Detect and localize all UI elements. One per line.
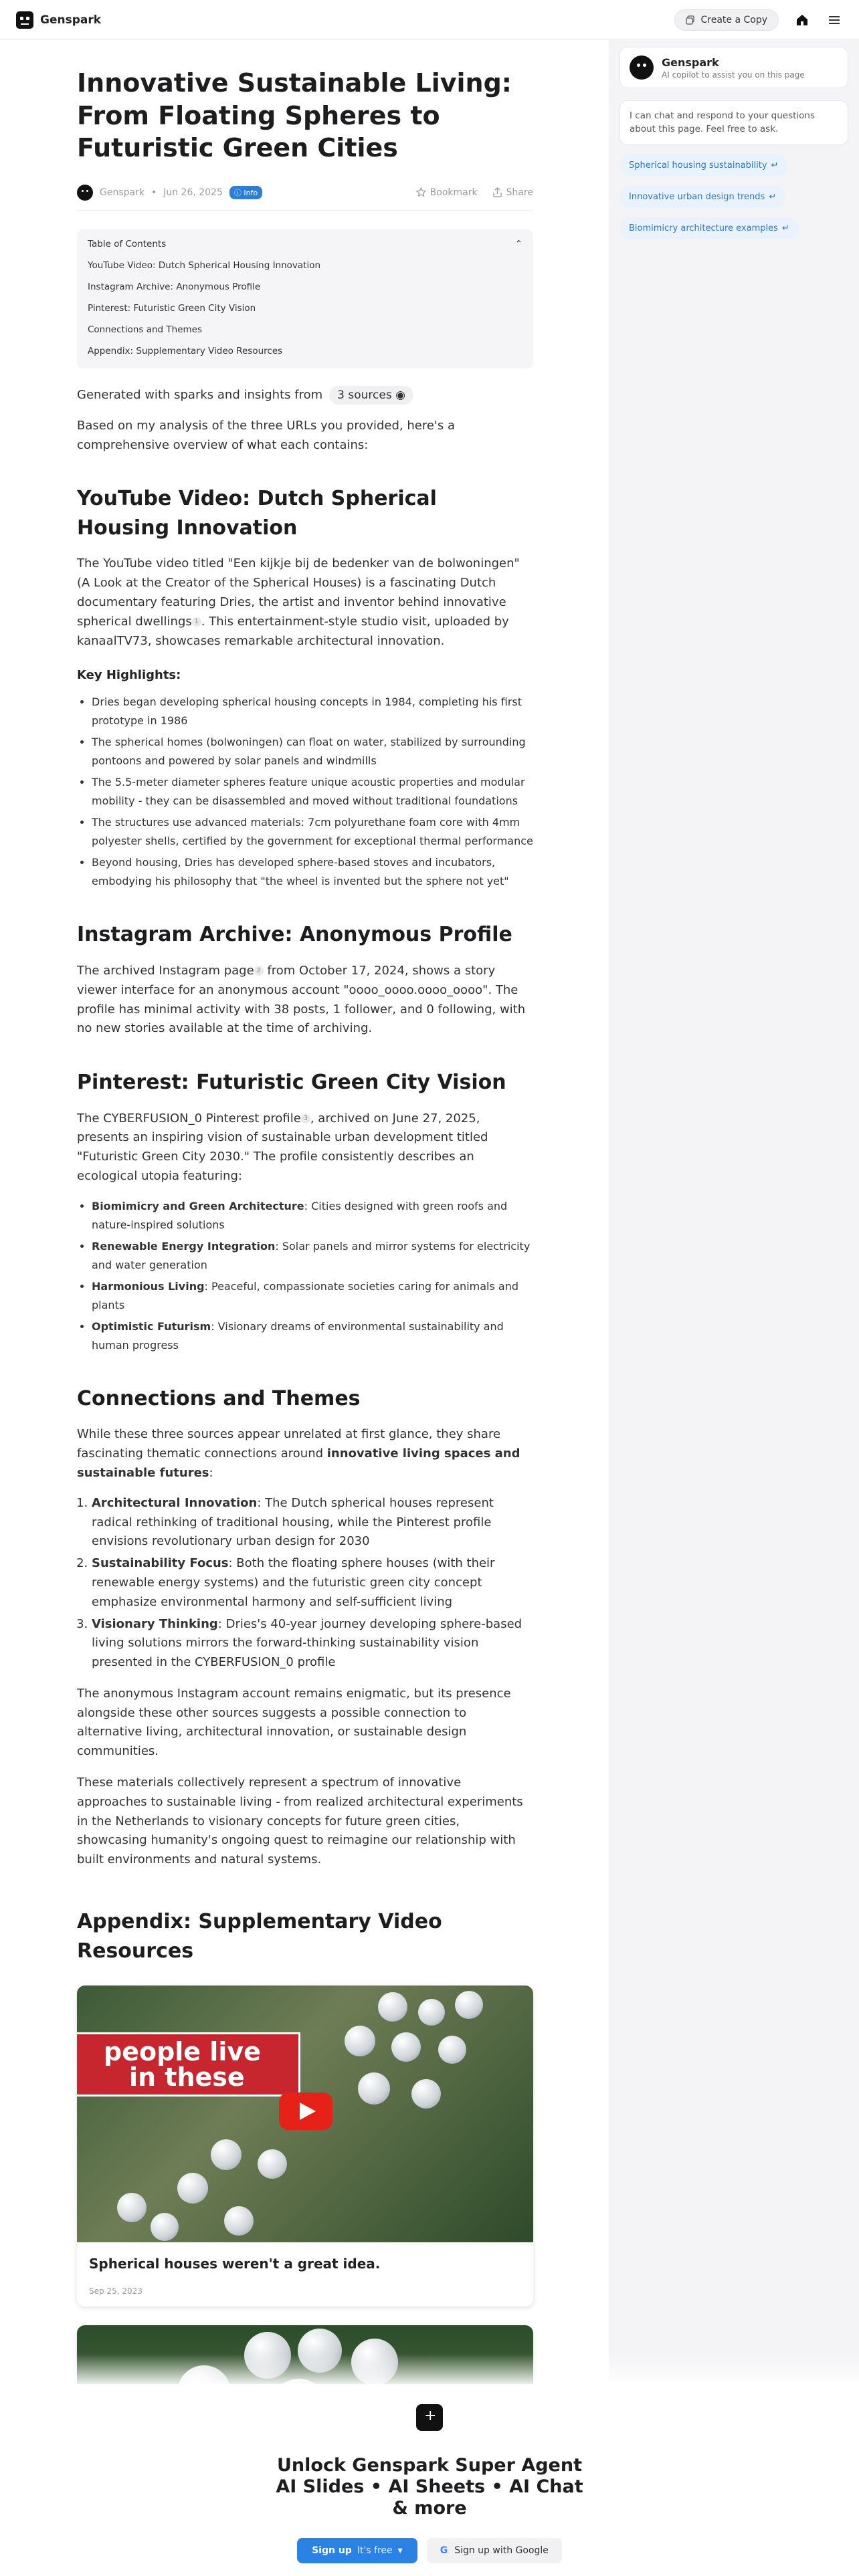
highlights-list [77,693,533,891]
return-arrow-icon: ↵ [771,160,779,171]
share-label: Share [506,187,533,198]
home-button[interactable] [793,11,811,29]
sources-line [77,386,533,405]
section-heading-instagram: Instagram Archive: Anonymous Profile [77,923,512,947]
top-bar [0,0,859,40]
paragraph-text: . This entertainment-style studio visit, uploaded by kanaalTV73, showcases remarkable architectural innovation. [77,614,509,648]
signup-fade [0,2354,859,2387]
sources-count: 3 sources [337,388,392,402]
list-item-bold: Architectural Innovation [92,1495,258,1510]
list-item-bold: Sustainability Focus [92,1556,229,1571]
return-arrow-icon: ↵ [769,191,777,202]
video-info [77,2242,533,2306]
suggestion-chip[interactable] [619,154,787,177]
sphere-house-image [455,1991,483,2019]
video-date: Sep 25, 2023 [89,2286,142,2296]
key-highlights-heading: Key Highlights: [77,668,181,683]
list-item: • Dries began developing spherical housing concepts in 1984, completing his first prototype in 1986 [92,693,533,730]
paragraph-text: The YouTube video titled "Een kijkje bij de bedenker van de bolwoningen" (A Look at the Creator of the Spherical Houses) is a fascinating Dutch documentary featuring Dries, the artist and inventor behind innovative spherical dwellings [77,556,520,629]
paragraph-text: While these three sources appear unrelated at first glance, they share fascinating thematic connections around [77,1427,501,1461]
list-item-bold: Harmonious Living [92,1279,205,1293]
info-icon: ⓘ [233,188,244,197]
article-meta [77,185,533,201]
paragraph-text: The archived Instagram page [77,963,254,978]
list-item-text: : Cities designed with green roofs and nature-inspired solutions [92,1199,508,1231]
paragraph-text: : [209,1465,213,1480]
sphere-house-image [358,2072,390,2105]
video-title[interactable]: Spherical houses weren't a great idea. [89,2256,381,2272]
suggestion-chip[interactable] [619,186,785,208]
citation-marker[interactable]: 1 [192,617,201,627]
video-thumbnail[interactable] [77,1985,533,2242]
sphere-house-image [418,1999,445,2026]
signup-button[interactable] [297,2538,417,2563]
citation-marker[interactable]: 3 [301,1114,310,1123]
sphere-house-image [258,2149,287,2179]
sphere-house-image [345,2026,375,2056]
genspark-logo-icon [16,11,33,29]
list-item-text: : Dries's 40-year journey developing sphere-based living solutions mirrors the forward-thinking sustainability vision presented in the CYBERFUSION_0 profile [92,1616,522,1670]
thumbnail-caption-line: people live [104,2037,261,2067]
star-icon [416,187,426,197]
intro-paragraph: Based on my analysis of the three URLs you provided, here's a comprehensive overview of what each contains: [77,418,456,452]
list-item [92,1197,533,1235]
video-card[interactable] [77,1985,533,2306]
section-paragraph: These materials collectively represent a spectrum of innovative approaches to sustainable living - from realized architectural experiments in the Netherlands to visionary concepts for future green cities, showcasing humanity's ongoing quest to reimagine our relationship with built environments and natural systems. [77,1776,523,1867]
toc-header[interactable] [88,239,522,249]
section-paragraph [77,554,533,651]
copilot-message: I can chat and respond to your questions about this page. Feel free to ask. [619,100,848,145]
section-paragraph: The anonymous Instagram account remains enigmatic, but its presence alongside these other sources suggests a possible connection to alternative living, architectural innovation, or sustainable design communities. [77,1686,511,1759]
sphere-house-image [211,2139,242,2170]
suggestion-label: Innovative urban design trends [629,191,765,202]
toc-item[interactable]: Pinterest: Futuristic Green City Vision [88,302,256,314]
author-name: Genspark [100,187,145,198]
toc-heading: Table of Contents [88,238,167,249]
sphere-house-image [438,2036,466,2064]
list-item: • Beyond housing, Dries has developed sphere-based stoves and incubators, embodying his philosophy that "the wheel is invented but the sphere not yet" [92,853,533,891]
sources-button[interactable] [329,386,413,405]
paragraph-text: from October 17, 2024, shows a story viewer interface for an anonymous account "oooo_oooo.oooo_oooo". The profile has minimal activity with 38 posts, 1 follower, and 0 following, with no new stories available at the time of archiving. [77,963,526,1036]
home-icon [795,13,809,27]
return-arrow-icon: ↵ [781,223,789,233]
list-item-text: : Solar panels and mirror systems for electricity and water generation [92,1239,531,1271]
genspark-logo-icon [416,2404,443,2431]
copy-icon [686,15,695,25]
section-heading-youtube: YouTube Video: Dutch Spherical Housing Innovation [77,487,437,540]
meta-separator: • [151,187,157,198]
sources-icon: ◉ [395,388,405,402]
list-item-bold: Renewable Energy Integration [92,1239,276,1253]
sphere-house-image [391,2032,421,2062]
copilot-header [619,47,848,88]
hamburger-menu-icon [827,13,842,27]
list-item [92,1494,533,1551]
brand-name: Genspark [40,13,102,27]
features-list [77,1197,533,1355]
copilot-sidebar [609,40,859,2381]
list-item [92,1277,533,1315]
sphere-house-image [177,2173,208,2204]
signup-free-label: It's free [357,2545,393,2556]
sphere-house-image [117,2193,147,2222]
paragraph-bold: innovative living spaces and sustainable futures [77,1446,520,1480]
list-item [92,1615,533,1673]
paragraph-text: , archived on June 27, 2025, presents an inspiring vision of sustainable urban development titled "Futuristic Green City 2030." The profile consistently describes an ecological utopia featuring: [77,1111,488,1184]
chevron-up-icon: ⌃ [514,238,522,249]
google-signup-label: Sign up with Google [454,2545,549,2556]
list-item [92,1237,533,1275]
list-item [92,1554,533,1612]
info-badge[interactable] [229,186,262,199]
share-icon [492,187,502,197]
themes-list [77,1494,533,1673]
paragraph-text: The CYBERFUSION_0 Pinterest profile [77,1111,301,1125]
copilot-avatar [630,56,654,80]
youtube-play-icon[interactable] [279,2092,332,2130]
signup-overlay [0,2384,859,2576]
list-item-bold: Biomimicry and Green Architecture [92,1199,304,1212]
list-item-text: : Visionary dreams of environmental sustainability and human progress [92,1319,504,1352]
section-heading-connections: Connections and Themes [77,1386,361,1410]
list-item: • The structures use advanced materials: 7cm polyurethane foam core with 4mm polyester shells, certified by the government for exceptional thermal performance [92,813,533,851]
table-of-contents [77,229,533,368]
author-avatar [77,185,93,201]
list-item-text: : The Dutch spherical houses represent radical rethinking of traditional housing, while the Pinterest profile envisions revolutionary urban design for 2030 [92,1495,494,1549]
list-item-bold: Visionary Thinking [92,1616,218,1631]
create-copy-button[interactable] [674,9,779,31]
list-item: • The 5.5-meter diameter spheres feature unique acoustic properties and modular mobility - they can be disassembled and moved without traditional foundations [92,773,533,811]
thumbnail-caption-line: in these [129,2062,245,2092]
google-signup-button[interactable] [427,2538,562,2563]
sphere-house-image [411,2079,441,2109]
meta-divider [77,210,533,211]
sphere-house-image [378,1992,407,2022]
copilot-subtitle: AI copilot to assist you on this page [662,70,805,80]
section-paragraph [77,1425,533,1483]
section-heading-appendix: Appendix: Supplementary Video Resources [77,1910,442,1963]
page-title: Innovative Sustainable Living: From Floating Spheres to Futuristic Green Cities [77,68,512,163]
menu-button[interactable] [826,11,843,29]
thumbnail-caption-banner [77,2032,300,2097]
toc-item[interactable]: Instagram Archive: Anonymous Profile [88,281,261,292]
toc-item[interactable]: YouTube Video: Dutch Spherical Housing Innovation [88,259,321,271]
info-badge-label: Info [244,188,258,197]
sources-prefix: Generated with sparks and insights from [77,388,323,403]
suggestion-chip[interactable] [619,217,799,239]
sphere-house-image [151,2213,179,2241]
list-item-text: : Both the floating sphere houses (with their renewable energy systems) and the futuristic green city concept emphasize environmental harmony and self-sufficient living [92,1556,495,1609]
section-paragraph [77,1109,533,1186]
list-item: • The spherical homes (bolwoningen) can float on water, stabilized by surrounding pontoons and powered by solar panels and windmills [92,733,533,770]
bookmark-button[interactable] [416,187,478,198]
list-item-bold: Optimistic Futurism [92,1319,211,1333]
citation-marker[interactable]: 2 [254,966,264,976]
publish-date: Jun 26, 2025 [163,187,223,198]
bookmark-label: Bookmark [430,187,478,198]
create-copy-label: Create a Copy [700,14,767,25]
toc-item[interactable]: Connections and Themes [88,324,202,335]
article [77,40,533,2459]
share-button[interactable] [492,187,533,198]
list-item [92,1317,533,1355]
section-heading-pinterest: Pinterest: Futuristic Green City Vision [77,1071,506,1095]
brand[interactable] [16,11,101,29]
copilot-name: Genspark [662,56,719,69]
chevron-down-icon: ▾ [397,2545,403,2556]
list-item-text: : Peaceful, compassionate societies caring for animals and plants [92,1279,518,1311]
signup-title: Unlock Genspark Super Agent AI Slides • AI Sheets • AI Chat & more [276,2455,583,2518]
signup-label: Sign up [312,2545,352,2556]
suggestion-label: Spherical housing sustainability [629,160,767,171]
section-paragraph [77,962,533,1039]
sphere-house-image [224,2206,254,2236]
toc-item[interactable]: Appendix: Supplementary Video Resources [88,345,283,356]
google-icon: G [440,2545,448,2556]
suggestion-label: Biomimicry architecture examples [629,223,778,233]
